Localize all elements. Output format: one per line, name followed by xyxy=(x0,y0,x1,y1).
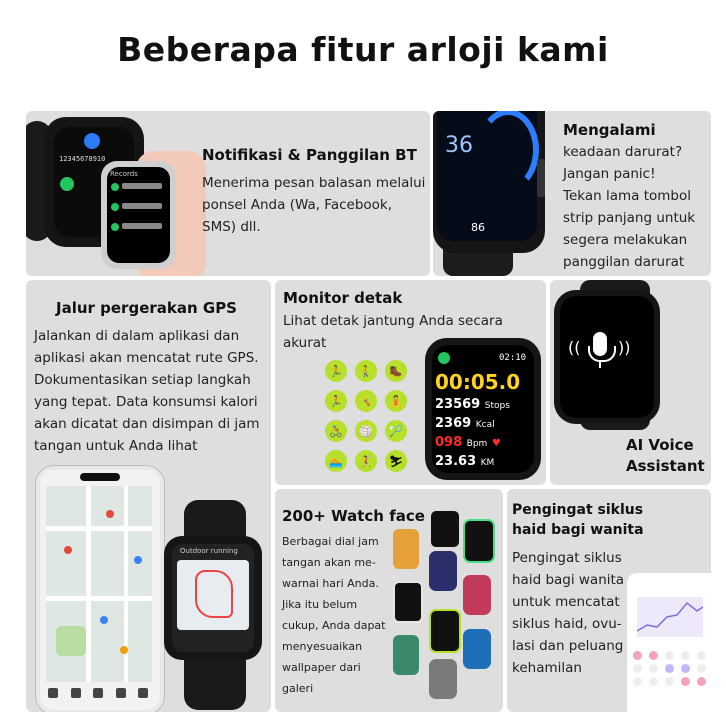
heart-line-1: Lihat detak jantung Anda secara xyxy=(283,313,503,329)
watch-km: 23.63 xyxy=(435,454,477,469)
running-icon: 🏃 xyxy=(325,360,347,382)
notification-heading: Notifikasi & Panggilan BT xyxy=(202,146,417,164)
faces-line-1: Berbagai dial jam xyxy=(282,535,379,548)
heart-icon: ♥ xyxy=(491,438,501,449)
watch-kcal: 2369 xyxy=(435,416,472,431)
sound-wave-right-icon: )) xyxy=(618,338,631,357)
records-label: Records xyxy=(110,170,138,178)
outdoor-running-label: Outdoor running xyxy=(180,547,238,555)
faces-line-3: warnai hari Anda. xyxy=(282,577,379,590)
watch-bpm: 098 xyxy=(435,435,463,450)
jump-rope-icon: 🤾 xyxy=(355,450,377,472)
watch-time-36: 36 xyxy=(445,133,473,158)
watch-clock: 02:10 xyxy=(499,353,527,363)
cycle-heading-line-2: haid bagi wanita xyxy=(512,522,644,538)
walking-icon: 🚶 xyxy=(355,360,377,382)
cycle-line-5: lasi dan peluang xyxy=(512,638,624,654)
faces-line-8: galeri xyxy=(282,682,314,695)
voice-card xyxy=(550,280,711,485)
emergency-line-1: keadaan darurat? xyxy=(563,144,683,160)
faces-heading: 200+ Watch face xyxy=(282,507,425,525)
emergency-line-5: segera melakukan xyxy=(563,232,688,248)
hiking-icon: 🥾 xyxy=(385,360,407,382)
gps-heading: Jalur pergerakan GPS xyxy=(56,299,237,317)
cycle-heading-line-1: Pengingat siklus xyxy=(512,502,644,518)
gps-line-3: Dokumentasikan setiap langkah xyxy=(34,372,251,388)
cycle-line-4: siklus haid, ovu- xyxy=(512,616,622,632)
heart-heading: Monitor detak xyxy=(283,289,403,307)
heart-card xyxy=(275,280,546,485)
watch-steps: 23569 xyxy=(435,397,481,412)
faces-line-7: wallpaper dari xyxy=(282,661,361,674)
watch-hr-86: 86 xyxy=(471,221,485,234)
emergency-line-2: Jangan panic! xyxy=(563,166,656,182)
badminton-icon: 🏸 xyxy=(385,420,407,442)
cycle-line-3: untuk mencatat xyxy=(512,594,620,610)
watch-kcal-unit: Kcal xyxy=(475,420,495,430)
emergency-card xyxy=(433,111,711,276)
notification-card xyxy=(26,111,430,276)
gps-card xyxy=(26,280,271,712)
cycle-card xyxy=(507,489,711,712)
heart-line-2: akurat xyxy=(283,335,327,351)
voice-heading-line-1: AI Voice xyxy=(626,436,694,454)
swimming-icon: 🏊 xyxy=(325,450,347,472)
voice-heading-line-2: Assistant xyxy=(626,457,705,475)
gps-line-6: tangan untuk Anda lihat xyxy=(34,438,198,454)
gps-line-1: Jalankan di dalam aplikasi dan xyxy=(34,328,240,344)
phone-map-image xyxy=(36,466,164,712)
watch-timer: 00:05.0 xyxy=(435,370,521,394)
notification-line-3: SMS) dll. xyxy=(202,219,261,235)
cycle-line-6: kehamilan xyxy=(512,660,582,676)
emergency-line-3: Tekan lama tombol xyxy=(563,188,691,204)
gps-line-5: akan dicatat dan disimpan di jam xyxy=(34,416,260,432)
cycle-line-1: Pengingat siklus xyxy=(512,550,622,566)
sound-wave-left-icon: (( xyxy=(568,338,581,357)
faces-line-4: Jika itu belum xyxy=(282,598,358,611)
faces-line-5: cukup, Anda dapat xyxy=(282,619,386,632)
emergency-heading: Mengalami xyxy=(563,121,656,139)
notification-line-1: Menerima pesan balasan melalui xyxy=(202,175,426,191)
cycle-app-screenshot xyxy=(627,573,711,712)
watch-face-card xyxy=(275,489,503,712)
call-number: 12345678910 xyxy=(59,155,106,163)
faces-line-6: menyesuaikan xyxy=(282,640,363,653)
faces-line-2: tangan akan me- xyxy=(282,556,376,569)
yoga-icon: 🧘 xyxy=(385,390,407,412)
emergency-line-4: strip panjang untuk xyxy=(563,210,696,226)
skiing-icon: ⛷ xyxy=(385,450,407,472)
cycle-line-2: haid bagi wanita xyxy=(512,572,625,588)
gps-line-4: yang tepat. Data konsumsi kalori xyxy=(34,394,258,410)
dance-icon: 🤸 xyxy=(355,390,377,412)
notification-line-2: ponsel Anda (Wa, Facebook, xyxy=(202,197,393,213)
watch-steps-unit: Stops xyxy=(484,401,510,411)
cycling-icon: 🚴 xyxy=(325,420,347,442)
watch-bpm-unit: Bpm xyxy=(466,439,488,449)
watch-km-unit: KM xyxy=(480,458,495,468)
page-title: Beberapa fitur arloji kami xyxy=(117,30,609,69)
emergency-line-6: panggilan darurat xyxy=(563,254,685,270)
gps-line-2: aplikasi akan mencatat rute GPS. xyxy=(34,350,259,366)
treadmill-icon: 🏃 xyxy=(325,390,347,412)
volleyball-icon: 🏐 xyxy=(355,420,377,442)
